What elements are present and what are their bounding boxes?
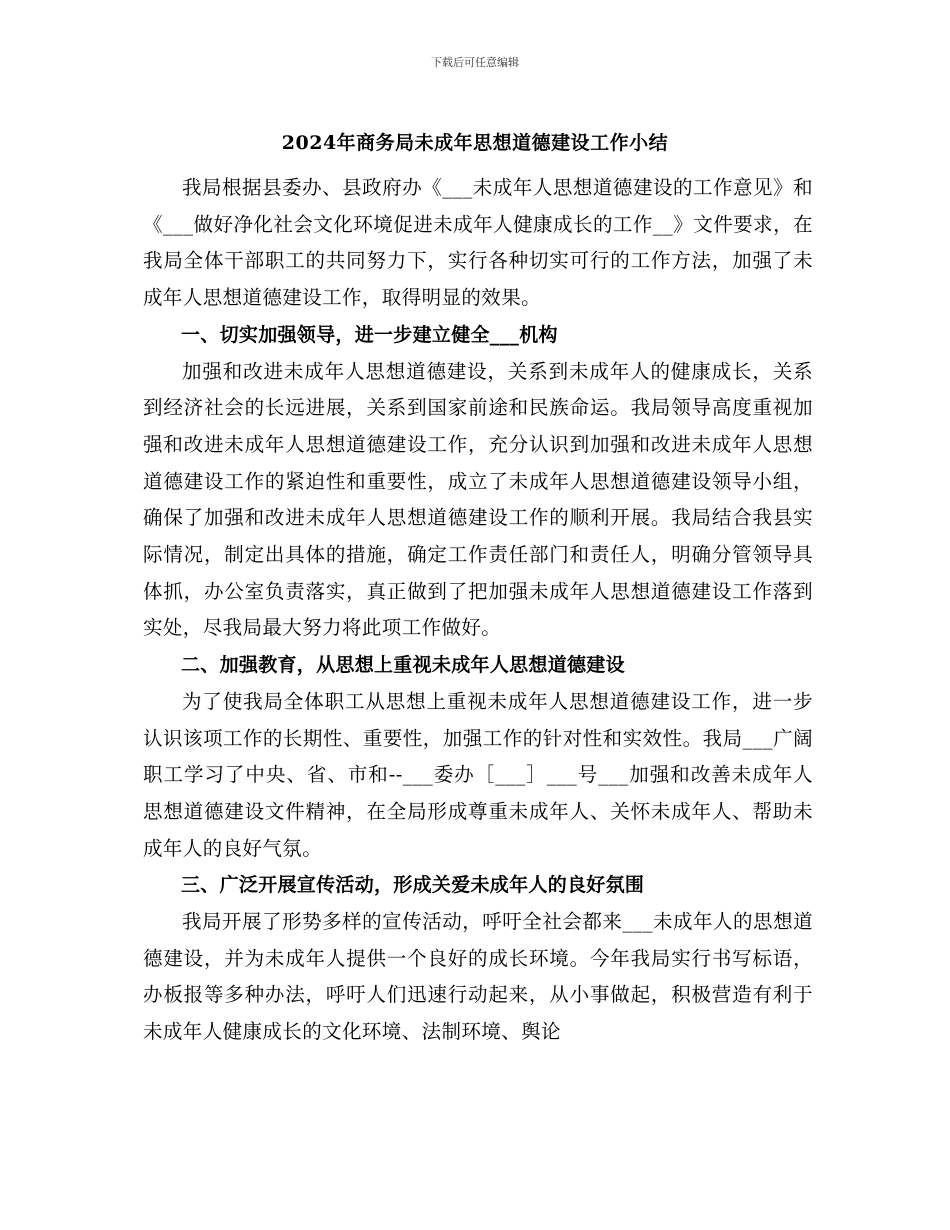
intro-paragraph: 我局根据县委办、县政府办《___未成年人思想道德建设的工作意见》和《___做好净化社会文化环境促进未成年人健康成长的工作__》文件要求，在我局全体干部职工的共同努力下，实行各种切实可行的工作方法，加强了未成年人思想道德建设工作，取得明显的效果。 xyxy=(143,176,813,310)
page-header-note: 下载后可任意编辑 xyxy=(431,56,519,69)
section-3-body: 我局开展了形势多样的宣传活动，呼吁全社会都来___未成年人的思想道德建设，并为未成年人提供一个良好的成长环境。今年我局实行书写标语，办板报等多种办法，呼吁人们迅速行动起来，从小事做起，积极营造有利于未成年人健康成长的文化环境、法制环境、舆论 xyxy=(143,910,813,1044)
section-2-heading: 二、加强教育，从思想上重视未成年人思想道德建设 xyxy=(181,654,625,677)
section-1-heading: 一、切实加强领导，进一步建立健全___机构 xyxy=(181,323,558,346)
document-title: 2024年商务局未成年思想道德建设工作小结 xyxy=(281,132,669,154)
document-body xyxy=(143,170,813,1051)
section-3-heading: 三、广泛开展宣传活动，形成关爱未成年人的良好氛围 xyxy=(181,874,645,897)
section-2-body: 为了使我局全体职工从思想上重视未成年人思想道德建设工作，进一步认识该项工作的长期性、重要性，加强工作的针对性和实效性。我局___广阔职工学习了中央、省、市和--___委办［___］___号___加强和改善未成年人思想道德建设文件精神，在全局形成尊重未成年人、关怀未成年人、帮助未成年人的良好气氛。 xyxy=(143,689,813,860)
section-1-body: 加强和改进未成年人思想道德建设，关系到未成年人的健康成长，关系到经济社会的长远进展，关系到国家前途和民族命运。我局领导高度重视加强和改进未成年人思想道德建设工作，充分认识到加强和改进未成年人思想道德建设工作的紧迫性和重要性，成立了未成年人思想道德建设领导小组，确保了加强和改进未成年人思想道德建设工作的顺利开展。我局结合我县实际情况，制定出具体的措施，确定工作责任部门和责任人，明确分管领导具体抓，办公室负责落实，真正做到了把加强未成年人思想道德建设工作落到实处，尽我局最大努力将此项工作做好。 xyxy=(143,359,813,640)
